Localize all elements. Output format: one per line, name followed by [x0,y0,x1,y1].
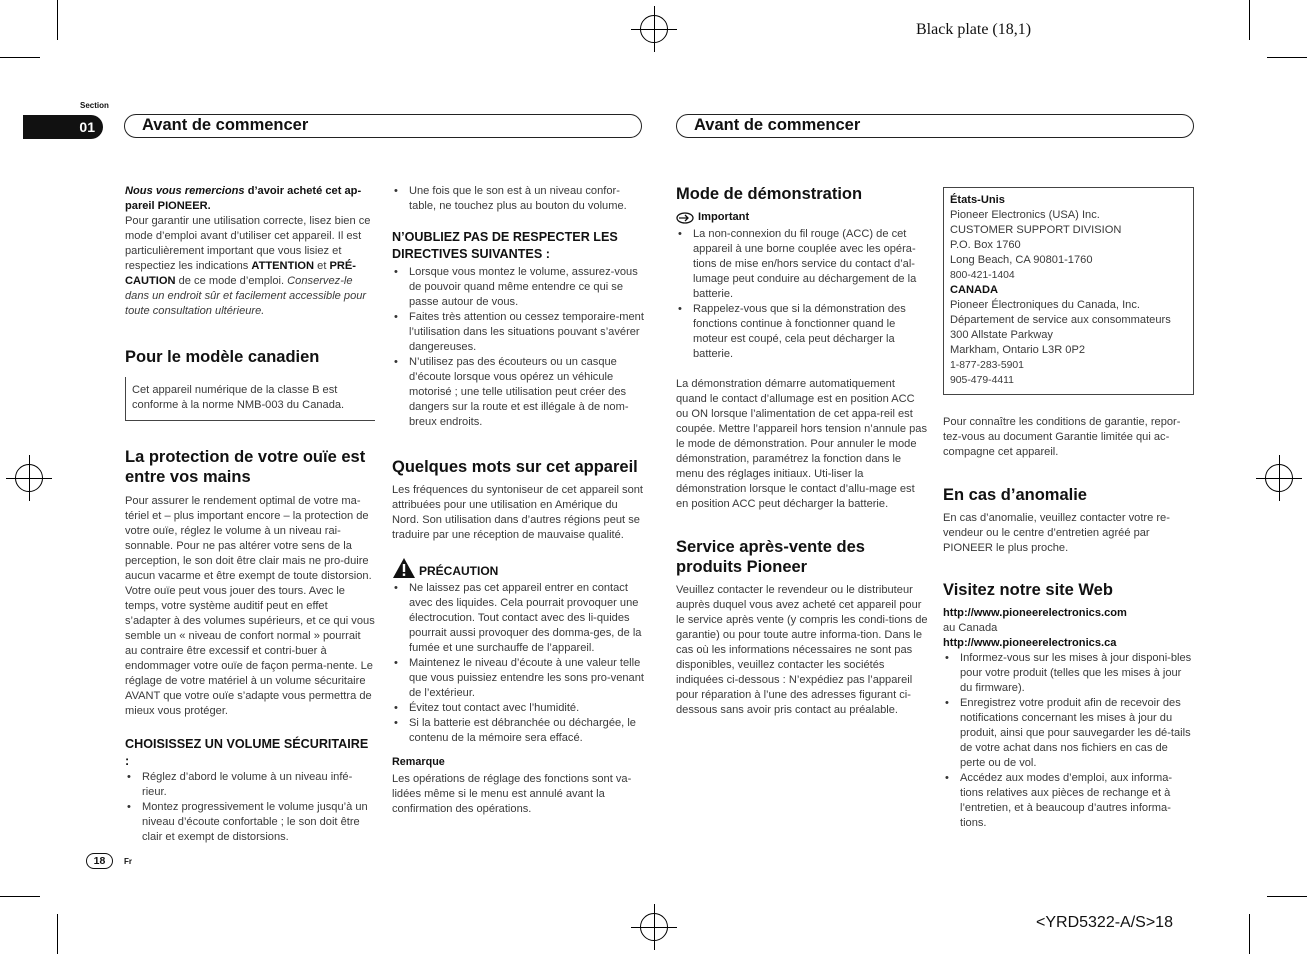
volume-heading: CHOISISSEZ UN VOLUME SÉCURITAIRE : [125,737,369,768]
list-item: • N’utilisez pas des écouteurs ou un casque d’écoute lorsque vous opérez un véhicule motorisé ; une telle utilisation peut créer des dangers sur la route et est illégale à de nom-breux endroits. [392,355,644,430]
service-body: Veuillez contacter le revendeur ou le distributeur auprès duquel vous avez acheté cet appareil pour le service après vente (y compris les condi-tions de garantie) ou pour toute autre informa-tion. Dans le cas où les informations nécessaires ne sont pas disponibles, veuillez contacter les sociétés indiquées ci-dessous : N’expédiez pas l’appareil pour réparation à l’une des adresses figurant ci-dessous sans avoir pris contact au préalable. [676,584,928,716]
anomaly-body: En cas d’anomalie, veuillez contacter votre re-vendeur ou le centre d’entretien agréé par PIONEER le plus proche. [943,512,1170,554]
url-us-link[interactable]: http://www.pioneerelectronics.com [943,607,1127,619]
page-number-badge: 18 [86,853,113,869]
canada-heading: CANADA [950,284,999,296]
column-3 [676,184,928,718]
thanks-rest: d’avoir acheté cet ap-pareil PIONEER. [125,185,362,212]
list-item: • Accédez aux modes d’emploi, aux informa-tions relatives aux pièces de rechange et à l’entretien, et à beaucoup d’autres informa-tions. [943,771,1194,831]
remark-heading: Remarque [392,756,445,768]
address-line: CUSTOMER SUPPORT DIVISION [950,224,1122,236]
canada-compliance-text: Cet appareil numérique de la classe B est conforme à la norme NMB-003 du Canada. [132,384,345,411]
address-line: Département de service aux consommateurs [950,314,1171,326]
list-item: • Si la batterie est débranchée ou déchargée, le contenu de la mémoire sera effacé. [392,716,644,746]
words-body: Les fréquences du syntoniseur de cet appareil sont attribuées pour une utilisation en Amérique du Nord. Son utilisation dans d’autres régions peut se traduire par une réception de mauvaise qualité. [392,484,644,541]
list-item: • Montez progressivement le volume jusqu’à un niveau d’écoute confortable ; le son doit être clair et exempt de distorsions. [125,800,375,845]
web-heading: Visitez notre site Web [943,581,1113,599]
crop-mark [1249,0,1250,40]
phone-line: 905-479-4411 [950,375,1014,386]
demo-heading: Mode de démonstration [676,185,863,203]
registration-mark-icon [15,464,43,492]
intro-text: Pour garantir une utilisation correcte, lisez bien ce mode d’emploi avant d’utiliser cet appareil. Il est particulièrement important que vous lisiez et respectiez les indications [125,215,371,272]
au-canada-text: au Canada [943,622,998,634]
plate-label: Black plate (18,1) [916,21,1032,38]
crop-mark [1267,57,1307,58]
crop-mark [0,57,40,58]
list-item: • Faites très attention ou cessez temporaire-ment l’utilisation dans les situations pouvant s’avérer dangereuses. [392,310,644,355]
list-item: • La non-connexion du fil rouge (ACC) de cet appareil à une borne couplée avec les opéra-tions de mise en/hors service du contact d’al-lumage peut conduire au déchargement de la batterie. [676,227,928,302]
language-label: Fr [124,857,132,866]
address-line: Long Beach, CA 90801-1760 [950,254,1093,266]
words-heading: Quelques mots sur cet appareil [392,458,638,476]
registration-mark-icon [640,913,668,941]
crop-mark [1267,896,1307,897]
service-heading: Service après-vente des produits Pioneer [676,538,865,576]
warning-triangle-icon [392,557,416,579]
dont-forget-heading: N’OUBLIEZ PAS DE RESPECTER LES DIRECTIVES SUIVANTES : [392,230,618,261]
caution-list [392,581,644,746]
web-list [943,651,1194,831]
doc-code: <YRD5322-A/S>18 [1036,914,1173,931]
hearing-body: Pour assurer le rendement optimal de votre ma-tériel et – plus important encore – la protection de votre ouïe, réglez le volume à un niveau rai-sonnable. Pour ne pas altérer votre sens de la perception, le son doit être clair mais ne pro-duire aucun vacarme et être exempt de toute distorsion. Votre ouïe peut vous jouer des tours. Avec le temps, votre système auditif peut en effet s’adapter à des volumes supérieurs, et ce qui vous semble un « niveau de confort normal » pourrait au contraire être excessif et contri-buer à endommager votre ouïe de façon perma-nente. Le réglage de votre matériel à un volume sécuritaire AVANT que votre ouïe s’adapte vous permettra de mieux vous protéger. [125,495,375,717]
precaution-word: PRÉ-CAUTION [125,260,357,287]
address-line: Markham, Ontario L3R 0P2 [950,344,1086,356]
registration-mark-icon [640,15,668,43]
section-number-badge: 01 [23,115,103,139]
list-item: • Enregistrez votre produit afin de recevoir des notifications concernant les mises à jour du produit, ainsi que pour sauvegarder les dé-tails de votre achat dans nos fichiers en cas de perte ou de vol. [943,696,1194,771]
attention-word: ATTENTION [251,260,315,272]
address-box [943,187,1194,395]
phone-line: 1-877-283-5901 [950,360,1024,371]
address-line: Pioneer Electronics (USA) Inc. [950,209,1100,221]
top-list [392,184,644,214]
anomaly-heading: En cas d’anomalie [943,486,1087,504]
caution-heading-row [392,557,644,581]
crop-mark [57,0,58,40]
important-note-icon [676,212,694,224]
column-2 [392,184,644,817]
section-label: Section [80,101,109,110]
list-item: • Évitez tout contact avec l’humidité. [392,701,644,716]
dont-forget-list [392,265,644,430]
intro-text: de ce mode d’emploi. [175,275,288,287]
chapter-header-left: Avant de commencer [124,114,642,138]
column-1 [125,184,375,845]
intro-text: et [314,260,330,272]
list-item: • Informez-vous sur les mises à jour disponi-bles pour votre produit (telles que les mises à jour du firmware). [943,651,1194,696]
column-4 [943,187,1194,831]
address-line: Pioneer Électroniques du Canada, Inc. [950,299,1140,311]
list-item: • Rappelez-vous que si la démonstration des fonctions continue à fonctionner quand le moteur est coupé, cela peut décharger la batterie. [676,302,928,362]
caution-heading: PRÉCAUTION [419,564,499,578]
address-line: 300 Allstate Parkway [950,329,1053,341]
address-line: P.O. Box 1760 [950,239,1021,251]
list-item: • Réglez d’abord le volume à un niveau infé-rieur. [125,770,375,800]
intro-paragraph [125,214,375,319]
crop-mark [0,896,40,897]
remark-body: Les opérations de réglage des fonctions sont va-lidées même si le menu est annulé avant la confirmation des opérations. [392,773,632,815]
crop-mark [1249,914,1250,954]
intro-italic: Conservez-le dans un endroit sûr et facilement accessible pour toute consultation ultérieure. [125,275,367,317]
url-ca-link[interactable]: http://www.pioneerelectronics.ca [943,637,1117,649]
volume-list [125,770,375,845]
registration-mark-icon [1265,464,1293,492]
crop-mark [57,914,58,954]
us-heading: États-Unis [950,194,1005,206]
phone-line: 800-421-1404 [950,270,1015,281]
important-list [676,227,928,362]
warranty-body: Pour connaître les conditions de garantie, repor-tez-vous au document Garantie limitée qui ac-compagne cet appareil. [943,416,1181,458]
canada-compliance-box [125,377,375,421]
list-item: • Lorsque vous montez le volume, assurez-vous de pouvoir quand même entendre ce qui se passe autour de vous. [392,265,644,310]
chapter-header-right: Avant de commencer [676,114,1194,138]
important-label: Important [698,211,750,223]
important-row [676,210,928,225]
list-item: • Maintenez le niveau d’écoute à une valeur telle que vous puissiez entendre les sons pro-venant de l’extérieur. [392,656,644,701]
hearing-heading: La protection de votre ouïe est entre vos mains [125,448,366,486]
thanks-italic: Nous vous remercions [125,185,245,197]
canada-model-heading: Pour le modèle canadien [125,348,320,366]
list-item: • Une fois que le son est à un niveau confor-table, ne touchez plus au bouton du volume. [392,184,644,214]
demo-body: La démonstration démarre automatiquement quand le contact d’allumage est en position ACC ou ON lorsque l’alimentation de cet appa-reil est coupée. Mettre l’appareil hors tension n’annule pas le mode de démonstration. Pour annuler le mode démonstration, paramétrez la fonction dans le menu des réglages initiaux. Uti-liser la démonstration lorsque le contact d’allu-mage est en position ACC peut décharger la batterie. [676,378,928,510]
list-item: • Ne laissez pas cet appareil entrer en contact avec des liquides. Cela pourrait provoquer une électrocution. Tout contact avec des li-quides pourrait aussi provoquer des domma-ges, de la fumée et une surchauffe de l’appareil. [392,581,644,656]
